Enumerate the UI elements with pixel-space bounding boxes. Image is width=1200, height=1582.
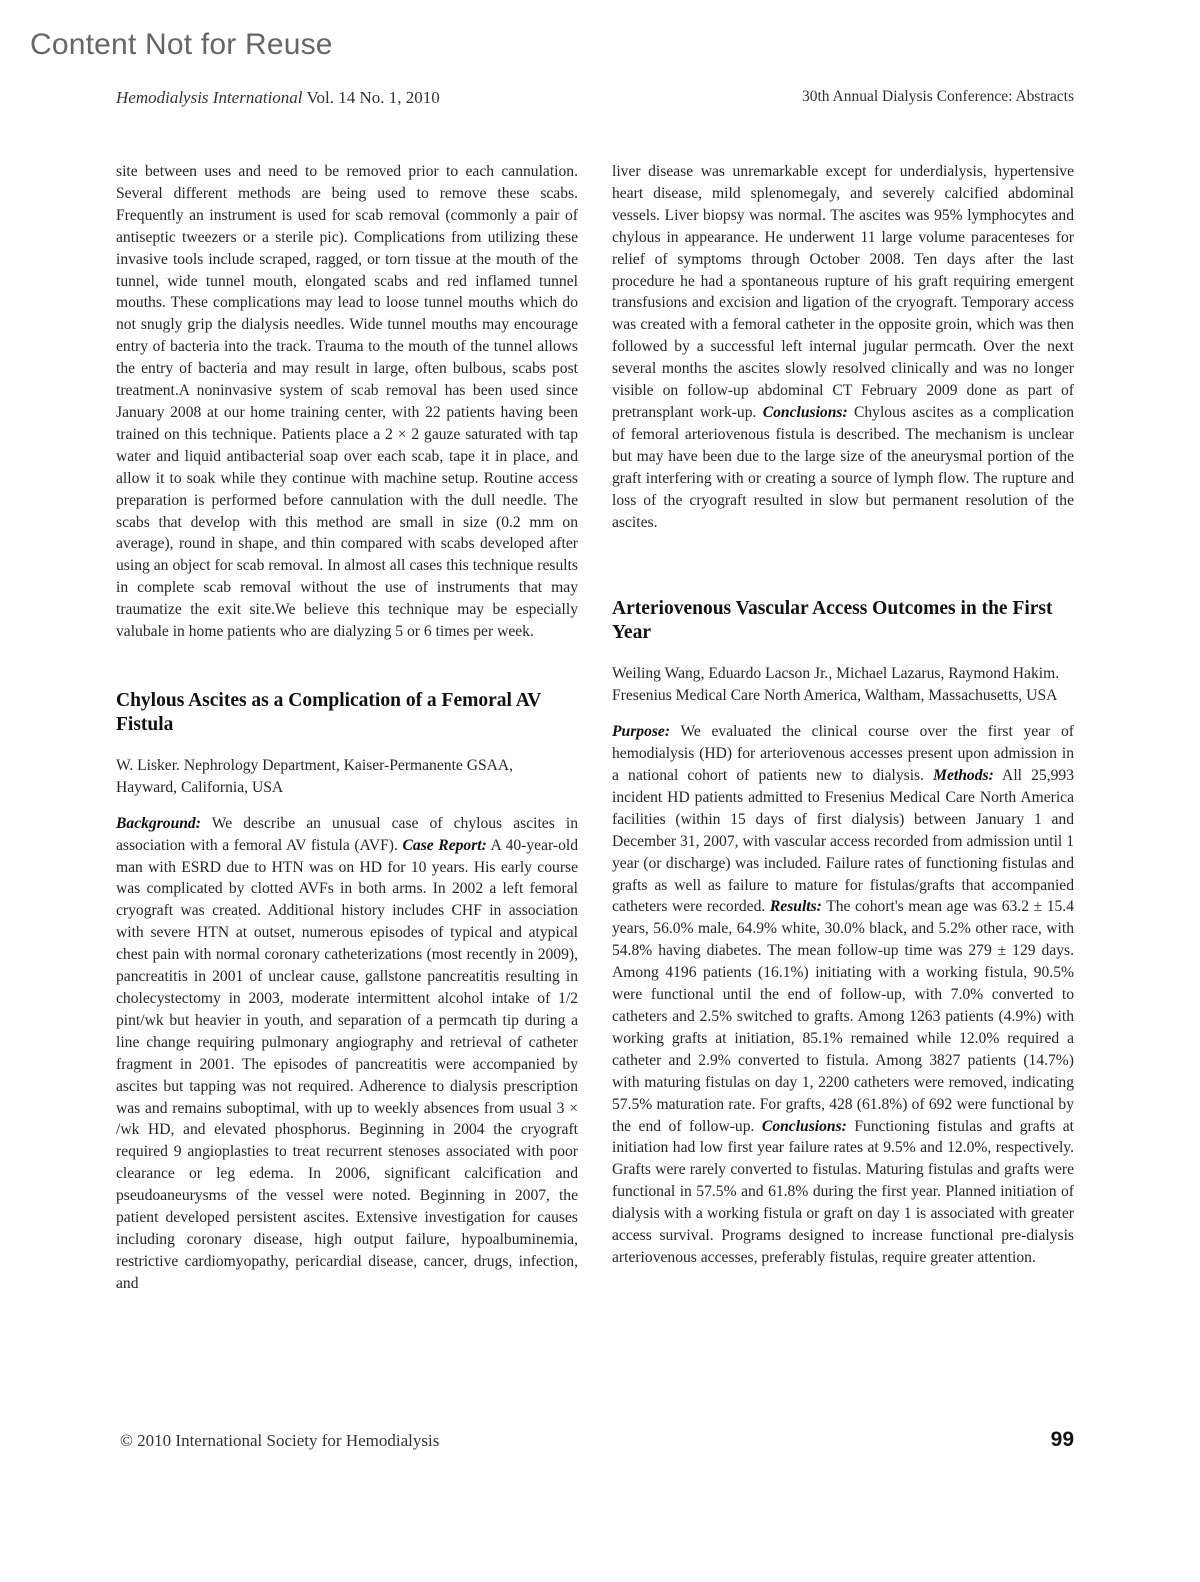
page-footer <box>116 1428 1074 1458</box>
authors-access: Weiling Wang, Eduardo Lacson Jr., Michael Lazarus, Raymond Hakim. Fresenius Medical Care North America, Waltham, Massachusetts, USA <box>612 665 1060 705</box>
methods-label: Methods: <box>933 767 994 785</box>
results-label: Results: <box>769 898 822 916</box>
conclusions-label-access: Conclusions: <box>761 1117 847 1135</box>
journal-volume: Vol. 14 No. 1, 2010 <box>302 88 440 107</box>
purpose-label: Purpose: <box>612 723 671 741</box>
conclusions-text-access: Functioning fistulas and grafts at initiation had low first year failure rates at 9.5% and 12.0%, respectively. Grafts were rarely converted to fistulas. Maturing fistulas and grafts were functional in 57.5% and 61.8% during the first year. Planned initiation of dialysis with a working fistula or graft on day 1 is associated with greater access survival. Programs designed to increase functional pre-dialysis arteriovenous accesses, preferably fistulas, require greater attention. <box>612 1117 1075 1266</box>
abstract-body-access <box>612 721 1074 1269</box>
running-head <box>116 88 1074 112</box>
abstract-body-chylous-continued <box>612 161 1074 533</box>
journal-name: Hemodialysis International <box>116 88 303 107</box>
methods-text: All 25,993 incident HD patients admitted to Fresenius Medical Care North America facilities (within 15 days of first dialysis) between January 1 and December 31, 2007, with vascular access recorded from admission until 1 year (or discharge) was included. Failure rates of functioning fistulas and grafts as well as failure to mature for fistulas/grafts that accompanied catheters were recorded. <box>612 767 1074 916</box>
conclusions-text-chylous: Chylous ascites as a complication of femoral arteriovenous fistula is described. The mechanism is unclear but may have been due to the large size of the aneurysmal portion of the graft interfering with or creating a source of lymph flow. The rupture and loss of the cryograft resulted in slow but permanent resolution of the ascites. <box>612 403 1074 531</box>
background-label: Background: <box>116 814 201 832</box>
authors-chylous: W. Lisker. Nephrology Department, Kaiser-Permanente GSAA, Hayward, California, USA <box>116 756 514 796</box>
continued-abstract-text: site between uses and need to be removed prior to each cannulation. Several different methods are being used to remove these scabs. Frequently an instrument is used for scab removal (commonly a pair of antiseptic tweezers or a sterile pic). Complications from utilizing these invasive tools include scraped, ragged, or torn tissue at the mouth of the tunnel, wide tunnel mouth, elongated scabs and red inflamed tunnel mouths. These complications may lead to loose tunnel mouths which do not snugly grip the dialysis needles. Wide tunnel mouths may encourage entry of bacteria into the track. Trauma to the mouth of the tunnel allows the entry of bacteria and may result in large, often bulbous, scabs post treatment.A noninvasive system of scab removal has been used since January 2008 at our home training center, with 22 patients having been trained on this technique. Patients place a 2 × 2 gauze saturated with tap water and liquid antibacterial soap over each scab, tape it in place, and allow it to soak while they continue with machine setup. Routine access preparation is performed before cannulation with the dull needle. The scabs that develop with this method are small in size (0.2 mm on average), round in shape, and thin compared with scabs developed after using an object for scab removal. In almost all cases this technique results in complete scab removal without the use of instruments that may traumatize the exit site.We believe this technique may be especially valubale in home patients who are dialyzing 5 or 6 times per week. <box>116 163 578 641</box>
purpose-text: We evaluated the clinical course over the first year of hemodialysis (HD) for arteriovenous accesses present upon admission in a national cohort of patients new to dialysis. <box>612 723 1074 785</box>
journal-citation <box>116 88 440 108</box>
section-title: 30th Annual Dialysis Conference: Abstracts <box>801 88 1074 105</box>
case-report-text: A 40-year-old man with ESRD due to HTN was on HD for 10 years. His early course was complicated by clotted AVFs in both arms. In 2002 a left femoral cryograft was created. Additional history includes CHF in association with severe HTN at outset, numerous episodes of typical and atypical chest pain with normal coronary catheterizations (most recently in 2009), pancreatitis in 2001 of unclear cause, gallstone pancreatitis resulting in cholecystectomy in 2003, moderate intermittent alcohol intake of 1/2 pint/wk but heavier in youth, and separation of a permcath tip during a line change requiring pulmonary angiography and retrieval of catheter fragment in 2001. The episodes of pancreatitis were accompanied by ascites but tapping was not required. Adherence to dialysis prescription was and remains suboptimal, with up to weekly absences from usual 3 × /wk HD, and elevated phosphorus. Beginning in 2004 the cryograft required 9 angioplasties to treat recurrent stenoses associated with poor clearance or leg edema. In 2006, significant calcification and pseudoaneurysms of the vessel were noted. Beginning in 2007, the patient developed persistent ascites. Extensive investigation for causes including coronary disease, high output failure, hypoalbuminemia, restrictive cardiomyopathy, pericardial disease, cancer, drugs, infection, and <box>116 836 578 1292</box>
page-number: 99 <box>1050 1428 1074 1451</box>
abstract-title-access: Arteriovenous Vascular Access Outcomes in the First Year <box>612 598 1053 644</box>
case-report-label: Case Report: <box>402 836 487 854</box>
results-text: The cohort's mean age was 63.2 ± 15.4 years, 56.0% male, 64.9% white, 30.0% black, and 5.2% other race, with 54.8% having diabetes. The mean follow-up time was 279 ± 129 days. Among 4196 patients (16.1%) initiating with a working fistula, 90.5% were functional until the end of follow-up, with 7.0% converted to catheters and 2.5% switched to grafts. Among 1263 patients (4.9%) with working grafts at initiation, 85.1% remained while 12.0% required a catheter and 2.9% converted to fistula. Among 3827 patients (14.7%) with maturing fistulas on day 1, 2200 catheters were removed, indicating 57.5% maturation rate. For grafts, 428 (61.8%) of 692 were functional by the end of follow-up. <box>612 898 1074 1135</box>
copyright-notice: © 2010 International Society for Hemodialysis <box>120 1431 440 1450</box>
case-report-continued-text: liver disease was unremarkable except for underdialysis, hypertensive heart disease, mild splenomegaly, and severely calcified abdominal vessels. Liver biopsy was normal. The ascites was 95% lymphocytes and chylous in appearance. He underwent 11 large volume paracenteses for relief of symptoms through October 2008. Ten days after the last procedure he had a spontaneous rupture of his graft requiring emergent transfusions and excision and ligation of the cryograft. Temporary access was created with a femoral catheter in the opposite groin, which was then followed by a successful left internal jugular permcath. Over the next several months the ascites slowly resolved clinically and was no longer visible on follow-up abdominal CT February 2009 done as part of pretransplant work-up. <box>612 163 1074 421</box>
right-column <box>612 161 1074 1269</box>
abstract-body-chylous <box>116 813 578 1295</box>
conclusions-label-chylous: Conclusions: <box>762 403 848 421</box>
left-column <box>116 161 578 1295</box>
abstract-title-chylous: Chylous Ascites as a Complication of a Femoral AV Fistula <box>116 689 542 735</box>
background-text: We describe an unusual case of chylous ascites in association with a femoral AV fistula (AVF). <box>116 814 578 854</box>
watermark: Content Not for Reuse <box>30 28 333 61</box>
